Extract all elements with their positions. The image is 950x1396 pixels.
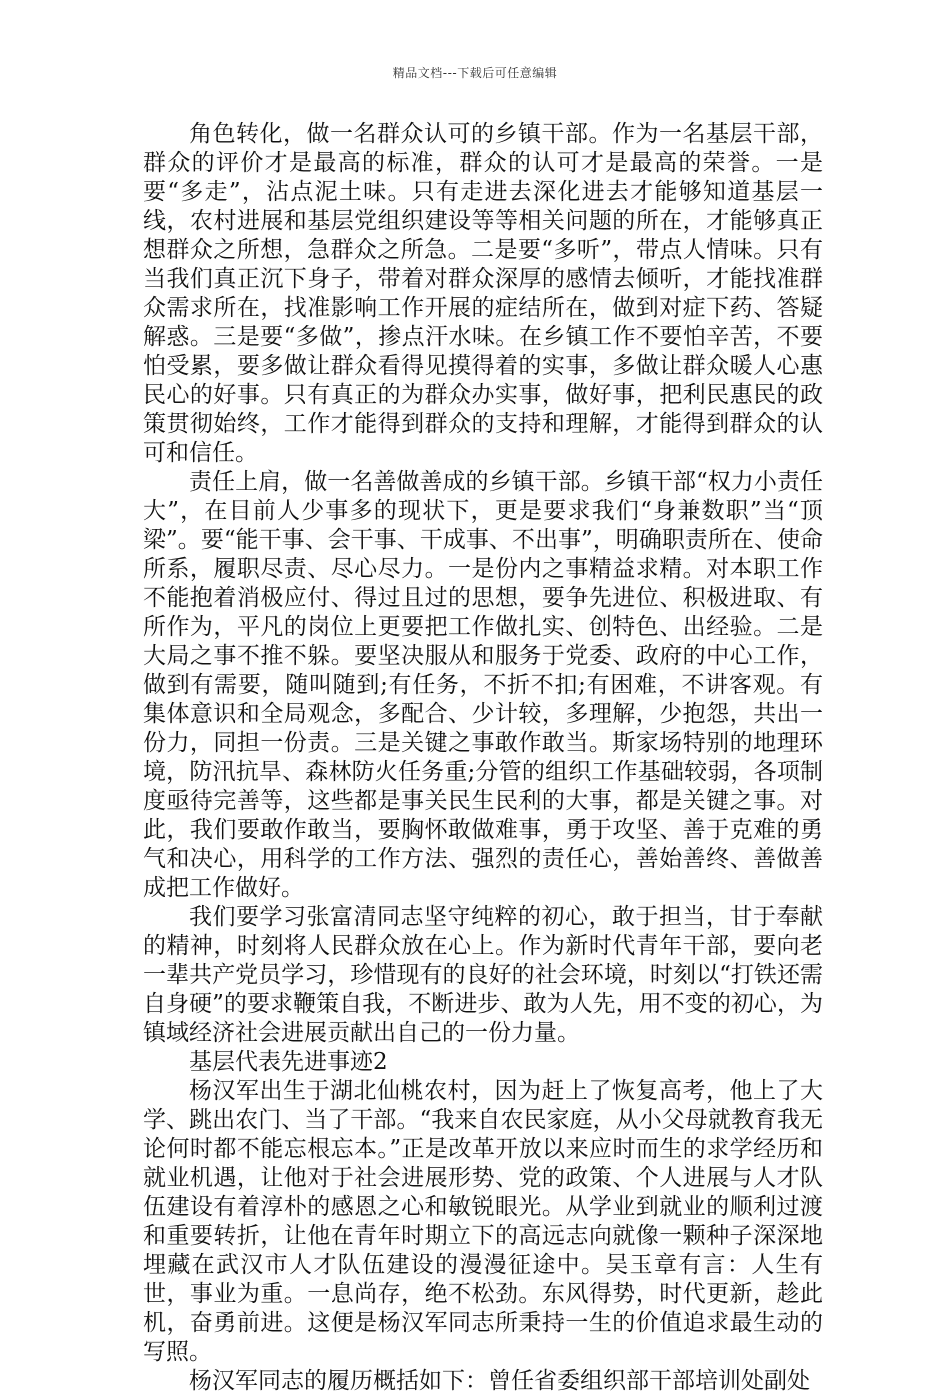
page-header: 精品文档---下载后可任意编辑 [392, 66, 558, 80]
paragraph-role-transformation: 角色转化，做一名群众认可的乡镇干部。作为一名基层干部，群众的评价才是最高的标准，群众的认可才是最高的荣誉。一是要“多走”，沾点泥土味。只有走进去深化进去才能够知道基层一线，农村进展和基层党组织建设等等相关问题的所在，才能够真正想群众之所想，急群众之所急。二是要“多听”，带点人情味。只有当我们真正沉下身子，带着对群众深厚的感情去倾听，才能找准群众需求所在，找准影响工作开展的症结所在，做到对症下药、答疑解惑。三是要“多做”，掺点汗水味。在乡镇工作不要怕辛苦，不要怕受累，要多做让群众看得见摸得着的实事，多做让群众暖人心惠民心的好事。只有真正的为群众办实事，做好事，把利民惠民的政策贯彻始终，工作才能得到群众的支持和理解，才能得到群众的认可和信任。 [143, 121, 823, 466]
paragraph-yang-hanjun-resume: 杨汉军同志的履历概括如下：曾任省委组织部干部培训处副处 [189, 1368, 810, 1394]
section-heading: 基层代表先进事迹2 [189, 1049, 388, 1075]
paragraph-responsibility: 责任上肩，做一名善做善成的乡镇干部。乡镇干部“权力小责任大”，在目前人少事多的现状下，更是要求我们“身兼数职”当“顶梁”。要“能干事、会干事、干成事、不出事”，明确职责所在、使命所系，履职尽责、尽心尽力。一是份内之事精益求精。对本职工作不能抱着消极应付、得过且过的思想，要争先进位、积极进取、有所作为，平凡的岗位上更要把工作做扎实、创特色、出经验。二是大局之事不推不躲。要坚决服从和服务于党委、政府的中心工作，做到有需要，随叫随到;有任务，不折不扣;有困难，不讲客观。有集体意识和全局观念，多配合、少计较，多理解，少抱怨，共出一份力，同担一份责。三是关键之事敢作敢当。斯家场特别的地理环境，防汛抗旱、森林防火任务重;分管的组织工作基础较弱，各项制度亟待完善等，这些都是事关民生民利的大事，都是关键之事。对此，我们要敢作敢当，要胸怀敢做难事，勇于攻坚、善于克难的勇气和决心，用科学的工作方法、强烈的责任心，善始善终、善做善成把工作做好。 [143, 469, 823, 901]
paragraph-learning-zhang-fuqing: 我们要学习张富清同志坚守纯粹的初心，敢于担当，甘于奉献的精神，时刻将人民群众放在心上。作为新时代青年干部，要向老一辈共产党员学习，珍惜现有的良好的社会环境，时刻以“打铁还需自身硬”的要求鞭策自我，不断进步、敢为人先，用不变的初心，为镇域经济社会进展贡献出自己的一份力量。 [143, 904, 823, 1046]
document-body [143, 120, 823, 1396]
paragraph-yang-hanjun-background: 杨汉军出生于湖北仙桃农村，因为赶上了恢复高考，他上了大学、跳出农门、当了干部。“我来自农民家庭，从小父母就教育我无论何时都不能忘根忘本。”正是改革开放以来应时而生的求学经历和就业机遇，让他对于社会进展形势、党的政策、个人进展与人才队伍建设有着淳朴的感恩之心和敏锐眼光。从学业到就业的顺利过渡和重要转折，让他在青年时期立下的高远志向就像一颗种子深深地埋藏在武汉市人才队伍建设的漫漫征途中。吴玉章有言：人生有世，事业为重。一息尚存，绝不松劲。东风得势，时代更新，趁此机，奋勇前进。这便是杨汉军同志所秉持一生的价值追求最生动的写照。 [143, 1078, 823, 1365]
